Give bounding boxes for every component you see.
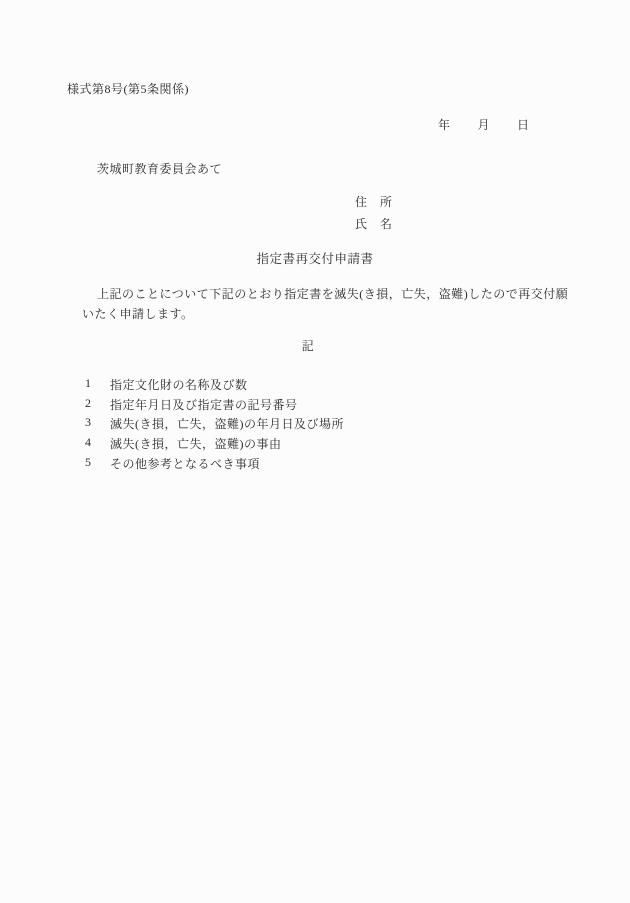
list-item xyxy=(85,435,344,455)
list-item-text: 指定文化財の名称及び数 xyxy=(110,378,248,392)
date-day-label: 日 xyxy=(517,118,530,132)
body-paragraph-line2: いたく申請します。 xyxy=(82,307,194,321)
date-year-label: 年 xyxy=(438,118,451,132)
list-item-number: 1 xyxy=(85,376,92,390)
list-item xyxy=(85,396,344,416)
list-item-number: 2 xyxy=(85,395,92,410)
date-month-label: 月 xyxy=(477,118,491,132)
list-item xyxy=(85,415,344,435)
list-item-number: 4 xyxy=(85,435,92,450)
list-item-text: その他参考となるべき事項 xyxy=(110,456,261,471)
list-item-number: 3 xyxy=(85,415,92,430)
form-number: 様式第8号(第5条関係) xyxy=(67,82,189,96)
body-paragraph-line1: 上記のことについて下記のとおり指定書を滅失(き損，亡失，盗難)したので再交付願 xyxy=(97,287,569,301)
document-title: 指定書再交付申請書 xyxy=(256,252,374,266)
item-list xyxy=(85,376,344,474)
addressee: 茨城町教育委員会あて xyxy=(97,162,223,176)
list-item xyxy=(85,376,344,396)
list-item-number: 5 xyxy=(85,454,92,469)
date-line xyxy=(438,118,530,134)
list-item xyxy=(85,455,344,475)
list-item-text: 指定年月日及び指定書の記号番号 xyxy=(110,397,298,412)
list-item-text: 滅失(き損，亡失，盗難)の年月日及び場所 xyxy=(110,417,344,432)
note-heading: 記 xyxy=(301,339,315,353)
address-label: 住 所 xyxy=(355,195,393,209)
name-label: 氏 名 xyxy=(355,217,393,231)
list-item-text: 滅失(き損，亡失，盗難)の事由 xyxy=(110,437,282,452)
